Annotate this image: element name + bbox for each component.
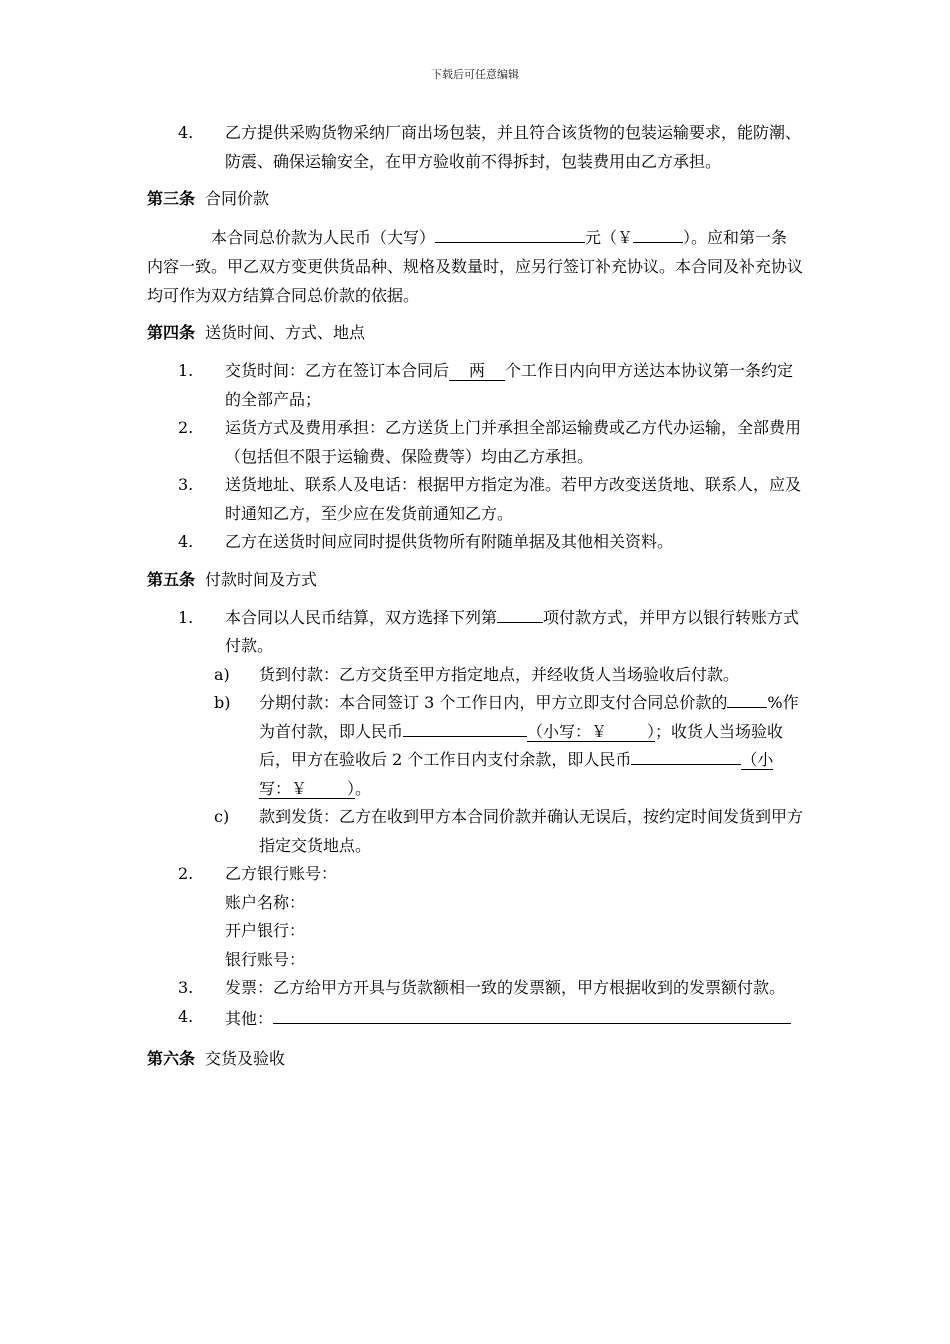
sub-item-text: 货到付款：乙方交货至甲方指定地点，并经收货人当场验收后付款。: [259, 664, 740, 684]
article-number: 第三条: [147, 189, 196, 208]
page-header: 下载后可任意编辑: [431, 68, 519, 81]
days-filled-blank: 两: [449, 362, 505, 381]
sub-item-text: 分期付款：本合同签订 3 个工作日内，甲方立即支付合同总价款的: [259, 693, 728, 712]
item-text: 其他：: [225, 1008, 274, 1028]
blank-label: （小写：￥: [259, 750, 774, 798]
account-number-line: 银行账号：: [225, 949, 306, 969]
article-3-paragraph: [147, 223, 803, 310]
list-item: [147, 471, 803, 528]
down-payment-number-blank: [527, 722, 655, 742]
article-number: 第六条: [147, 1049, 196, 1068]
paragraph-text: 本合同总价款为人民币（大写）: [211, 228, 436, 247]
item-number: 1.: [178, 361, 194, 380]
article-3-heading: [147, 185, 803, 213]
list-item: [147, 414, 803, 471]
item-text: 项付款方式，并甲方以银行转账方式付款。: [225, 607, 800, 655]
article-title: 付款时间及方式: [205, 569, 318, 589]
item-text: 发票：乙方给甲方开具与货款额相一致的发票额，甲方根据收到的发票额付款。: [225, 978, 786, 997]
sub-item-letter: a): [214, 664, 230, 684]
sub-item: [147, 803, 803, 860]
other-blank-line: [273, 1003, 791, 1024]
list-item: [147, 860, 803, 889]
sub-item-letter: c): [214, 807, 230, 826]
balance-blank: [631, 746, 741, 765]
blank-label: ）: [347, 778, 356, 798]
item-number: 3.: [178, 978, 194, 997]
item-number: 1.: [178, 607, 194, 627]
list-item: [147, 357, 803, 414]
item-text: 本合同以人民币结算，双方选择下列第: [225, 607, 498, 627]
item-number: 4.: [178, 123, 194, 142]
amount-number-blank: [633, 224, 683, 243]
blank-label: （小写：￥: [527, 721, 608, 741]
item-number: 4.: [178, 1006, 194, 1026]
list-item: [147, 528, 803, 557]
item-text: 乙方在送货时间应同时提供货物所有附随单据及其他相关资料。: [225, 532, 674, 551]
article-number: 第五条: [147, 569, 196, 589]
sub-item-text: 款到发货：乙方在收到甲方本合同价款并确认无误后，按约定时间发货到甲方指定交货地点。: [259, 807, 804, 855]
sub-item-text: ；收货人当场验收后，甲方在验收后 2 个工作日内支付余款，即人民币: [259, 721, 784, 769]
item-number: 3.: [178, 475, 194, 494]
item-text: 交货时间：乙方在签订本合同后: [225, 361, 450, 380]
sub-item-text: 。: [355, 778, 372, 798]
list-item: [147, 974, 803, 1003]
account-name-line: 账户名称：: [225, 892, 306, 912]
payment-option-blank: [497, 604, 543, 623]
article-5-heading: [147, 566, 803, 594]
item-text: 运货方式及费用承担：乙方送货上门并承担全部运输费或乙方代办运输，全部费用（包括但不限于运输费、保险费等）均由乙方承担。: [225, 418, 802, 466]
article-title: 合同价款: [205, 189, 270, 208]
down-payment-blank: [403, 718, 527, 737]
paragraph-text: 元（￥: [585, 228, 634, 247]
item-text: 乙方银行账号：: [225, 864, 338, 883]
item-number: 2.: [178, 418, 194, 437]
article-title: 送货时间、方式、地点: [205, 323, 366, 342]
item-number: 4.: [178, 532, 194, 551]
list-item: [147, 1003, 803, 1034]
item-text: 送货地址、联系人及电话：根据甲方指定为准。若甲方改变送货地、联系人，应及时通知乙方，至少应在发货前通知乙方。: [225, 475, 802, 523]
list-item: [147, 604, 803, 661]
list-item: [147, 119, 803, 176]
amount-uppercase-blank: [435, 224, 585, 243]
percent-blank: [727, 689, 767, 708]
sub-item-text: %作为首付款，即人民币: [259, 693, 799, 741]
bank-line: 开户银行：: [225, 921, 306, 940]
article-6-heading: [147, 1045, 803, 1073]
sub-item-letter: b): [214, 693, 231, 712]
article-number: 第四条: [147, 323, 196, 342]
blank-label: ）: [647, 721, 656, 741]
contract-body: [147, 119, 803, 1083]
item-text: 乙方提供采购货物采纳厂商出场包装，并且符合该货物的包装运输要求，能防潮、防震、确保运输安全，在甲方验收前不得拆封，包装费用由乙方承担。: [225, 123, 802, 171]
article-title: 交货及验收: [205, 1049, 286, 1068]
paragraph-text: ）。应和第一条内容一致。甲乙双方变更供货品种、规格及数量时，应另行签订补充协议。本合同及补充协议均可作为双方结算合同总价款的依据。: [147, 228, 804, 305]
item-number: 2.: [178, 864, 194, 883]
article-4-heading: [147, 319, 803, 347]
item-text: 个工作日内向甲方送达本协议第一条约定的全部产品；: [225, 361, 794, 409]
sub-item: [147, 689, 803, 803]
sub-item: [147, 661, 803, 690]
